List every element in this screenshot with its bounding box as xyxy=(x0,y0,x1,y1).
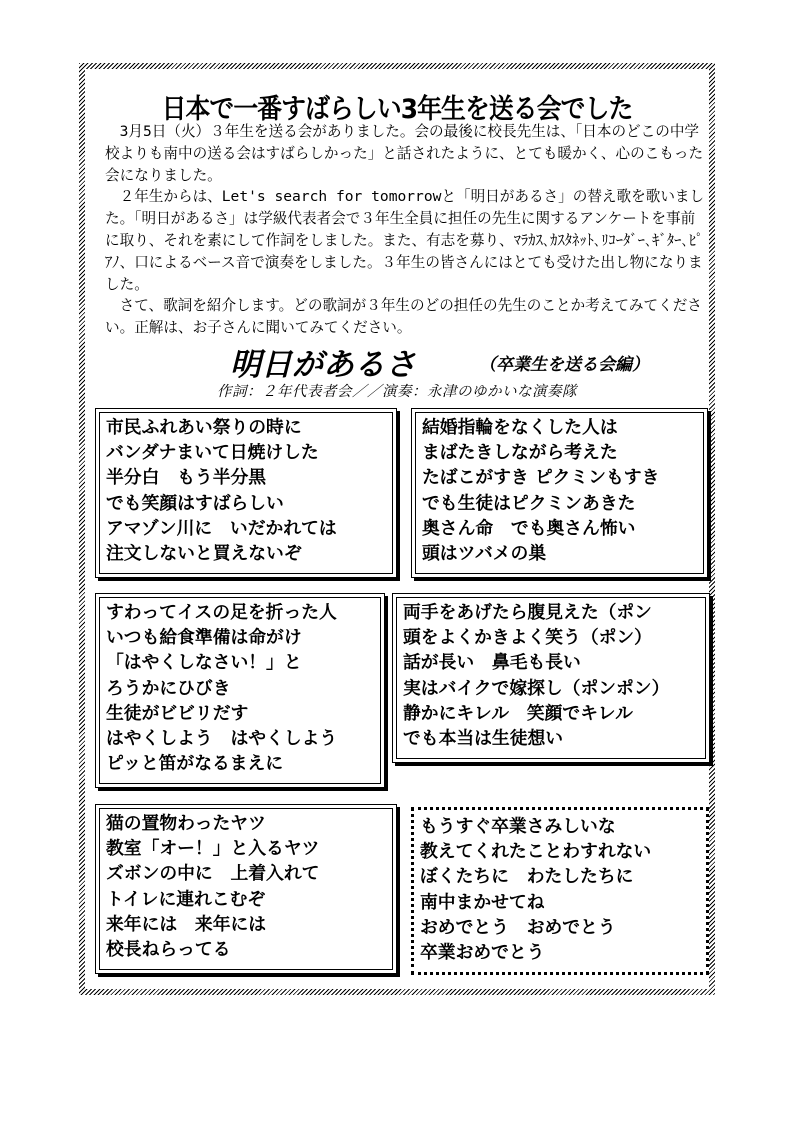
lyric-line: 卒業おめでとう xyxy=(420,942,545,964)
newsletter-frame xyxy=(79,63,715,995)
lyric-line: 頭をよくかきよく笑う（ポン） xyxy=(403,627,652,649)
lyric-line: はやくしよう はやくしよう xyxy=(106,728,338,750)
lyric-line: でも笑顔はすばらしい xyxy=(106,492,284,514)
article xyxy=(105,121,705,339)
lyric-line: 奥さん命 でも奥さん怖い xyxy=(422,517,636,539)
lyric-line: 「はやくしなさい！」と xyxy=(106,652,302,674)
song-credit: 作詞：２年代表者会／／演奏：永津のゆかいな演奏隊 xyxy=(217,384,577,400)
verse-box xyxy=(392,593,710,763)
song-title: 明日があるさ xyxy=(230,347,416,383)
verse-box xyxy=(95,804,397,974)
verse-lyrics xyxy=(106,415,337,566)
lyric-line: ろうかにひびき xyxy=(106,677,231,699)
verse-lyrics xyxy=(106,600,337,776)
lyric-line: でも本当は生徒想い xyxy=(403,728,564,750)
lyric-line: まばたきしながら考えた xyxy=(422,442,618,464)
lyric-line: 教室「オー！」と入るヤツ xyxy=(106,838,320,860)
lyric-line: バンダナまいて日焼けした xyxy=(106,442,319,464)
lyric-line: 生徒がビビリだす xyxy=(106,702,249,724)
lyric-line: 来年には 来年には xyxy=(106,913,267,935)
verse-lyrics xyxy=(422,415,659,566)
lyric-line: 猫の置物わったヤツ xyxy=(106,813,266,834)
lyric-line: トイレに連れこむぞ xyxy=(106,888,266,910)
lyric-line: もうすぐ卒業さみしいな xyxy=(420,816,616,837)
lyric-line: 市民ふれあい祭りの時に xyxy=(106,417,302,438)
verse-box-closing xyxy=(411,807,709,975)
newsletter-body xyxy=(85,69,709,989)
lyric-line: 話が長い 鼻毛も長い xyxy=(403,652,581,674)
lyric-line: たばこがすき ピクミンもすき xyxy=(422,467,660,489)
song-subtitle: （卒業生を送る会編） xyxy=(479,355,649,375)
lyric-line: 注文しないと買えないぞ xyxy=(106,543,302,565)
article-paragraph: ２年生からは、Let's search for tomorrowと「明日があるさ」の替え歌を歌いました。「明日があるさ」は学級代表者会で３年生全員に担任の先生に関するアンケートを事前に取り、それを素にして作詞をしました。また、有志を募り、ﾏﾗｶｽ､ｶｽﾀﾈｯﾄ､ﾘｺｰﾀﾞｰ､ｷﾞﾀｰ､ﾋﾟｱﾉ、口によるベース音で演奏をしました。３年生の皆さんにはとても受けた出し物になりました。 xyxy=(105,188,705,293)
lyric-line: ぼくたちに わたしたちに xyxy=(420,866,634,888)
verse-lyrics xyxy=(403,600,669,751)
lyric-line: 南中まかせてね xyxy=(420,891,545,913)
lyric-line: すわってイスの足を折った人 xyxy=(106,602,337,623)
lyric-line: いつも給食準備は命がけ xyxy=(106,627,302,649)
headline: 日本で一番すばらしい3年生を送る会でした xyxy=(161,94,633,125)
verse-box xyxy=(95,408,397,578)
lyric-line: 半分白 もう半分黒 xyxy=(106,467,267,489)
verse-box xyxy=(95,593,385,788)
verse-box xyxy=(411,408,708,578)
lyric-line: 実はバイクで嫁探し（ポンポン） xyxy=(403,677,670,699)
lyric-line: 静かにキレル 笑顔でキレル xyxy=(403,702,633,724)
verse-lyrics xyxy=(420,814,651,965)
lyric-line: ピッと笛がなるまえに xyxy=(106,753,284,775)
verse-lyrics xyxy=(106,811,319,962)
lyric-line: 教えてくれたことわすれない xyxy=(420,841,652,863)
article-paragraph: さて、歌詞を紹介します。どの歌詞が３年生のどの担任の先生のことか考えてみてください。正解は、お子さんに聞いてみてください。 xyxy=(105,297,702,337)
article-paragraph: 3月5日（火）３年生を送る会がありました。会の最後に校長先生は、「日本のどこの中学校よりも南中の送る会はすばらしかった」と話されたように、とても暖かく、心のこもった会になりました。 xyxy=(105,123,704,184)
lyric-line: 結婚指輪をなくした人は xyxy=(422,417,618,438)
lyric-line: 校長ねらってる xyxy=(106,939,231,961)
lyric-line: アマゾン川に いだかれては xyxy=(106,517,337,539)
lyric-line: ズボンの中に 上着入れて xyxy=(106,863,320,885)
lyric-line: 両手をあげたら腹見えた（ポン xyxy=(403,602,652,623)
lyric-line: 頭はツバメの巣 xyxy=(422,543,547,565)
lyric-line: でも生徒はピクミンあきた xyxy=(422,492,636,514)
lyric-line: おめでとう おめでとう xyxy=(420,916,616,938)
